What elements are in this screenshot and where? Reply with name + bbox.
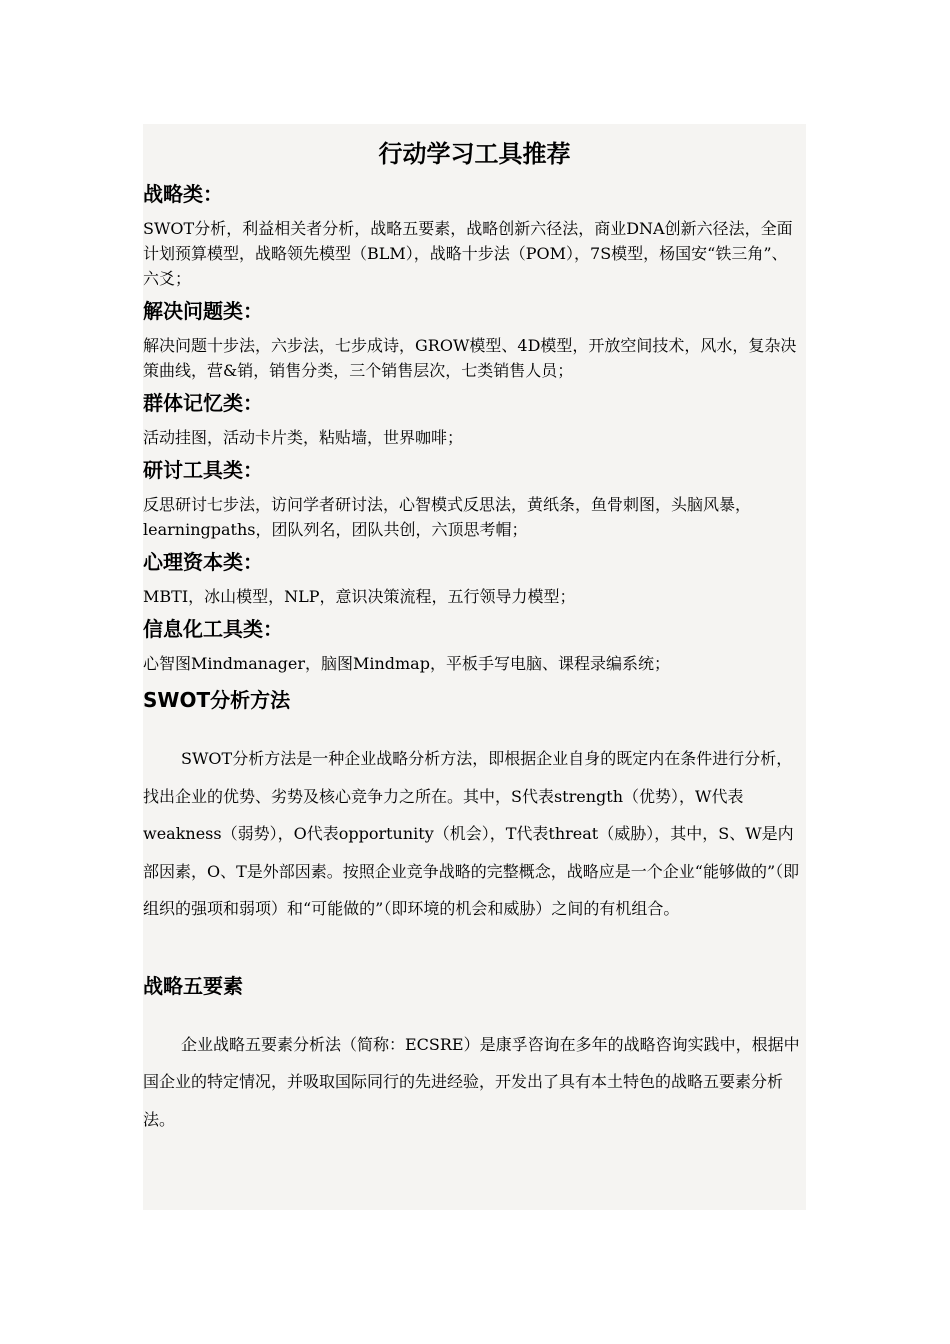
section-text: SWOT分析方法是一种企业战略分析方法，即根据企业自身的既定内在条件进行分析，找出企业的优势、劣势及核心竞争力之所在。其中，S代表strength（优势），W代表weakness（弱势），O代表opportunity（机会），T代表threat（威胁），其中，S、W是内部因素，O、T是外部因素。按照企业竞争战略的完整概念，战略应是一个企业“能够做的”（即组织的强项和弱项）和“可能做的”（即环境的机会和威胁）之间的有机组合。 (143, 749, 800, 918)
category-text: SWOT分析，利益相关者分析，战略五要素，战略创新六径法，商业DNA创新六径法，全面计划预算模型，战略领先模型（BLM），战略十步法（POM），7S模型，杨国安“铁三角”、六爻； (143, 219, 793, 288)
category-block-discussion-tools (143, 456, 806, 542)
category-text: 活动挂图，活动卡片类，粘贴墙，世界咖啡； (143, 428, 464, 447)
category-heading: 信息化工具类： (143, 617, 283, 641)
category-block-group-memory (143, 389, 806, 450)
section-five-elements (143, 972, 806, 1139)
section-text: 企业战略五要素分析法（简称：ECSRE）是康孚咨询在多年的战略咨询实践中，根据中国企业的特定情况，并吸取国际同行的先进经验，开发出了具有本土特色的战略五要素分析法。 (143, 1034, 800, 1129)
category-text: 解决问题十步法，六步法，七步成诗，GROW模型、4D模型，开放空间技术，风水，复杂决策曲线，营&销，销售分类，三个销售层次，七类销售人员； (143, 336, 797, 380)
category-text: MBTI，冰山模型，NLP，意识决策流程，五行领导力模型； (143, 587, 576, 606)
section-heading: 战略五要素 (143, 973, 243, 998)
section-heading: SWOT分析方法 (143, 688, 291, 712)
document-page (143, 124, 806, 1210)
category-block-problem-solving (143, 297, 806, 383)
category-text: 反思研讨七步法，访问学者研讨法，心智模式反思法，黄纸条，鱼骨刺图，头脑风暴，learningpaths，团队列名，团队共创，六顶思考帽； (143, 495, 752, 539)
category-text: 心智图Mindmanager，脑图Mindmap，平板手写电脑、课程录编系统； (143, 654, 670, 673)
category-heading: 研讨工具类： (143, 458, 263, 482)
category-heading: 群体记忆类： (143, 391, 263, 415)
category-block-it-tools (143, 615, 806, 676)
section-swot (143, 686, 806, 928)
category-heading: 心理资本类： (143, 550, 263, 574)
document-title: 行动学习工具推荐 (378, 140, 571, 168)
category-block-psych-capital (143, 548, 806, 609)
category-heading: 解决问题类： (143, 299, 263, 323)
category-block-strategy (143, 180, 806, 291)
category-heading: 战略类： (143, 182, 223, 206)
